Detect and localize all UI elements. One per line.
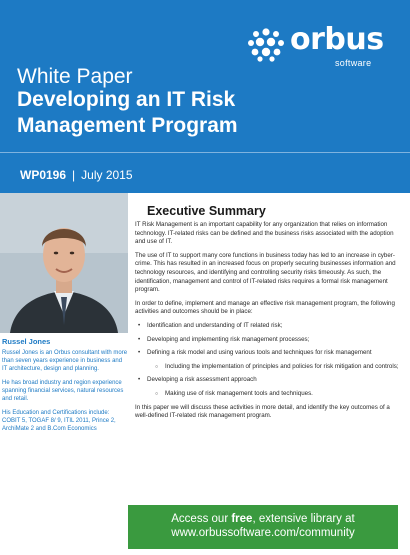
document-type-label: White Paper	[17, 65, 133, 88]
document-code: WP0196	[20, 168, 67, 182]
community-cta-banner[interactable]	[128, 505, 398, 549]
document-title: Developing an IT Risk Management Program	[17, 88, 238, 137]
logo-subtitle: software	[335, 58, 372, 68]
list-item: • Developing a risk assessment approach	[135, 376, 403, 385]
document-meta	[20, 168, 133, 182]
cta-free: free	[231, 513, 253, 525]
author-name: Russel Jones	[2, 337, 51, 346]
list-item: • Identification and understanding of IT related risk;	[135, 322, 403, 331]
author-bio-2: He has broad industry and region experience spanning financial services, natural resources and retail.	[2, 380, 124, 402]
summary-paragraph-4: In this paper we will discuss these activities in more detail, and identify the key outcomes of a well-defined IT-related risk management program.	[135, 403, 390, 420]
section-heading: Executive Summary	[147, 204, 266, 218]
document-date: July 2015	[81, 168, 133, 182]
cta-text	[128, 505, 398, 526]
header-divider	[0, 152, 410, 153]
list-item: • Defining a risk model and using various tools and techniques for risk management	[135, 349, 403, 358]
sub-list-item: ○ Including the implementation of principles and policies for risk mitigation and controls;	[135, 363, 403, 372]
cta-pre: Access our	[171, 513, 232, 525]
author-bio-1: Russel Jones is an Orbus consultant with more than seven years experience in business and IT architecture, design and planning.	[2, 350, 128, 372]
logo-wordmark: orbus	[290, 22, 384, 57]
summary-paragraph-2: The use of IT to support many core functions in business today has led to an increase in cyber-crime. This has resulted in an increased focus on properly securing businesses information and technology resources, and identifying and controlling security risks timeously. As such, the identification, management and control of IT-related risks requires a formal risk management program.	[135, 251, 396, 294]
author-photo	[0, 193, 128, 333]
summary-paragraph-1: IT Risk Management is an important capability for any organization that relies on information technology. IT-related risks can be defined and the business risks associated with the adoption and use of IT.	[135, 221, 394, 246]
meta-separator: |	[72, 168, 76, 182]
summary-body	[135, 221, 403, 426]
author-portrait-image	[0, 193, 128, 333]
activities-list	[135, 322, 403, 399]
sub-list-item: ○ Making use of risk management tools and techniques.	[135, 390, 403, 399]
cta-post: , extensive library at	[252, 513, 355, 525]
orbus-dots-icon	[246, 28, 286, 62]
summary-paragraph-3: In order to define, implement and manage an effective risk management program, the following activities and outcomes should be in place:	[135, 299, 395, 316]
author-bio-3: His Education and Certifications include: COBIT 5, TOGAF 8/ 9, ITIL 2011, Prince 2, ArchiMate 2 and B.Com Economics	[2, 410, 116, 432]
header-banner	[0, 0, 410, 193]
author-sidebar	[0, 337, 128, 439]
list-item: • Developing and implementing risk management processes;	[135, 336, 403, 345]
community-link[interactable]: www.orbussoftware.com/community	[171, 527, 355, 539]
orbus-logo[interactable]	[246, 22, 396, 74]
